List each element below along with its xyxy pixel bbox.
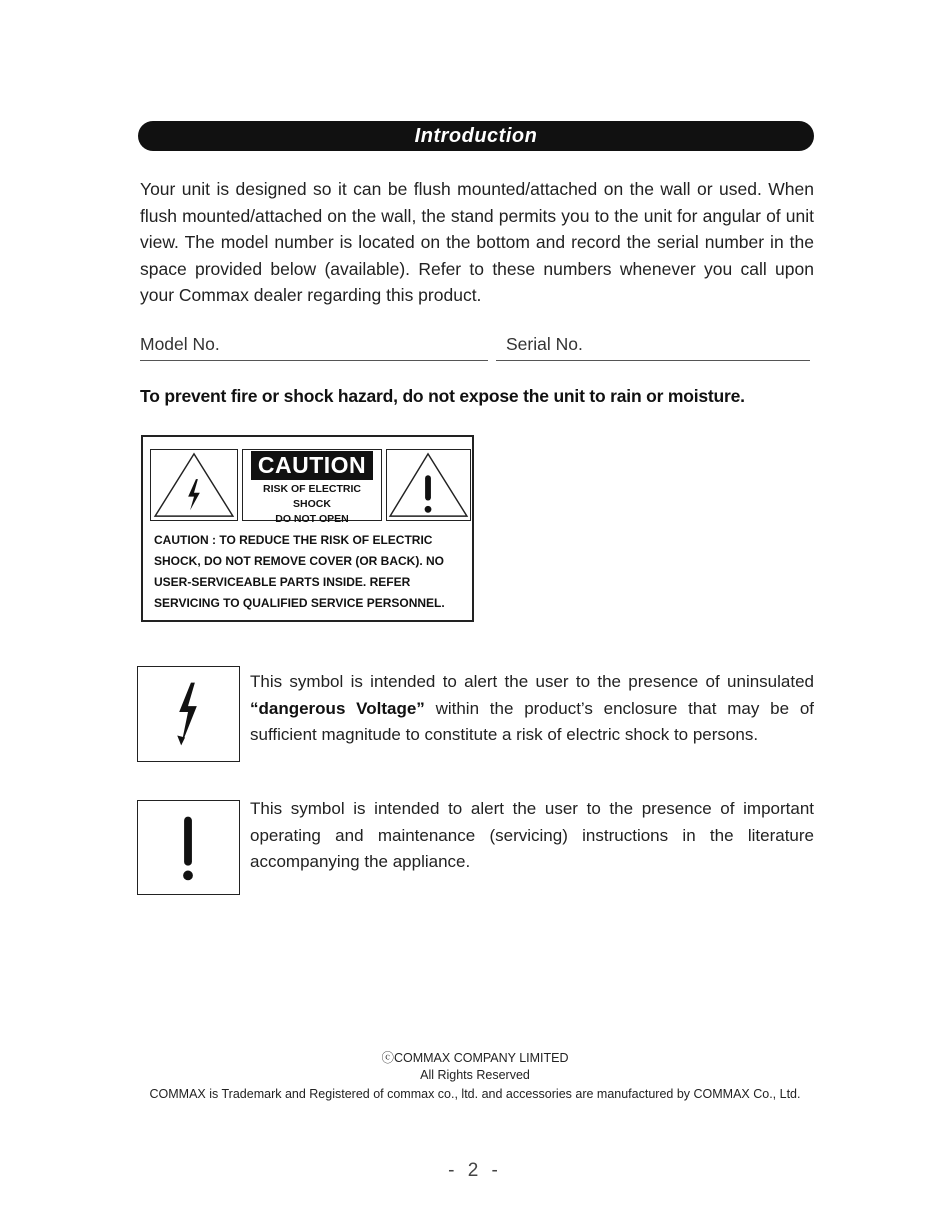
caution-label [242, 449, 382, 525]
intro-paragraph: Your unit is designed so it can be flush mounted/attached on the wall or used. When flush mounted/attached on the wall, the stand permits you to the unit for angular of unit view. The model number is located on the bottom and record the serial number in the space provided below (available). Refer to these numbers whenever you call upon your Commax dealer regarding this product. [140, 179, 814, 305]
title-banner [138, 121, 814, 151]
exclamation-symbol-description: This symbol is intended to alert the user to the presence of important operating and maintenance (servicing) instructions in the literature accompanying the appliance. [250, 799, 814, 871]
lightning-warning-icon [150, 449, 238, 521]
model-number-label: Model No. [140, 334, 220, 354]
page-title: Introduction [414, 124, 538, 147]
voltage-text-before: This symbol is intended to alert the user to the presence of uninsulated [250, 672, 814, 691]
footer-trademark: COMMAX is Trademark and Registered of commax co., ltd. and accessories are manufactured by COMMAX Co., Ltd. [149, 1087, 801, 1101]
page-number: - 2 - [448, 1160, 502, 1181]
fire-shock-warning: To prevent fire or shock hazard, do not expose the unit to rain or moisture. [140, 386, 745, 406]
lightning-icon [137, 666, 240, 762]
serial-number-line [496, 360, 810, 361]
model-number-line [140, 360, 488, 361]
voltage-text-after: within the product’s enclosure that may be of sufficient magnitude to constitute a risk of electric shock to persons. [250, 698, 814, 744]
footer-rights: All Rights Reserved [420, 1068, 530, 1082]
caution-subtitle-1: RISK OF ELECTRIC SHOCK [262, 483, 361, 510]
voltage-symbol-description [250, 669, 814, 749]
exclamation-icon [137, 800, 240, 895]
exclamation-warning-icon [386, 449, 471, 521]
voltage-text-bold: “dangerous Voltage” [250, 698, 425, 718]
caution-heading: CAUTION [251, 451, 373, 480]
serial-number-label: Serial No. [506, 334, 583, 354]
caution-text: CAUTION : TO REDUCE THE RISK OF ELECTRIC SHOCK, DO NOT REMOVE COVER (OR BACK). NO USER-SERVICEABLE PARTS INSIDE. REFER SERVICING TO QUALIFIED SERVICE PERSONNEL. [154, 533, 445, 610]
caution-box [141, 435, 474, 622]
footer-copyright: ⓒCOMMAX COMPANY LIMITED [381, 1051, 569, 1065]
caution-subtitle-2: DO NOT OPEN [275, 513, 349, 525]
